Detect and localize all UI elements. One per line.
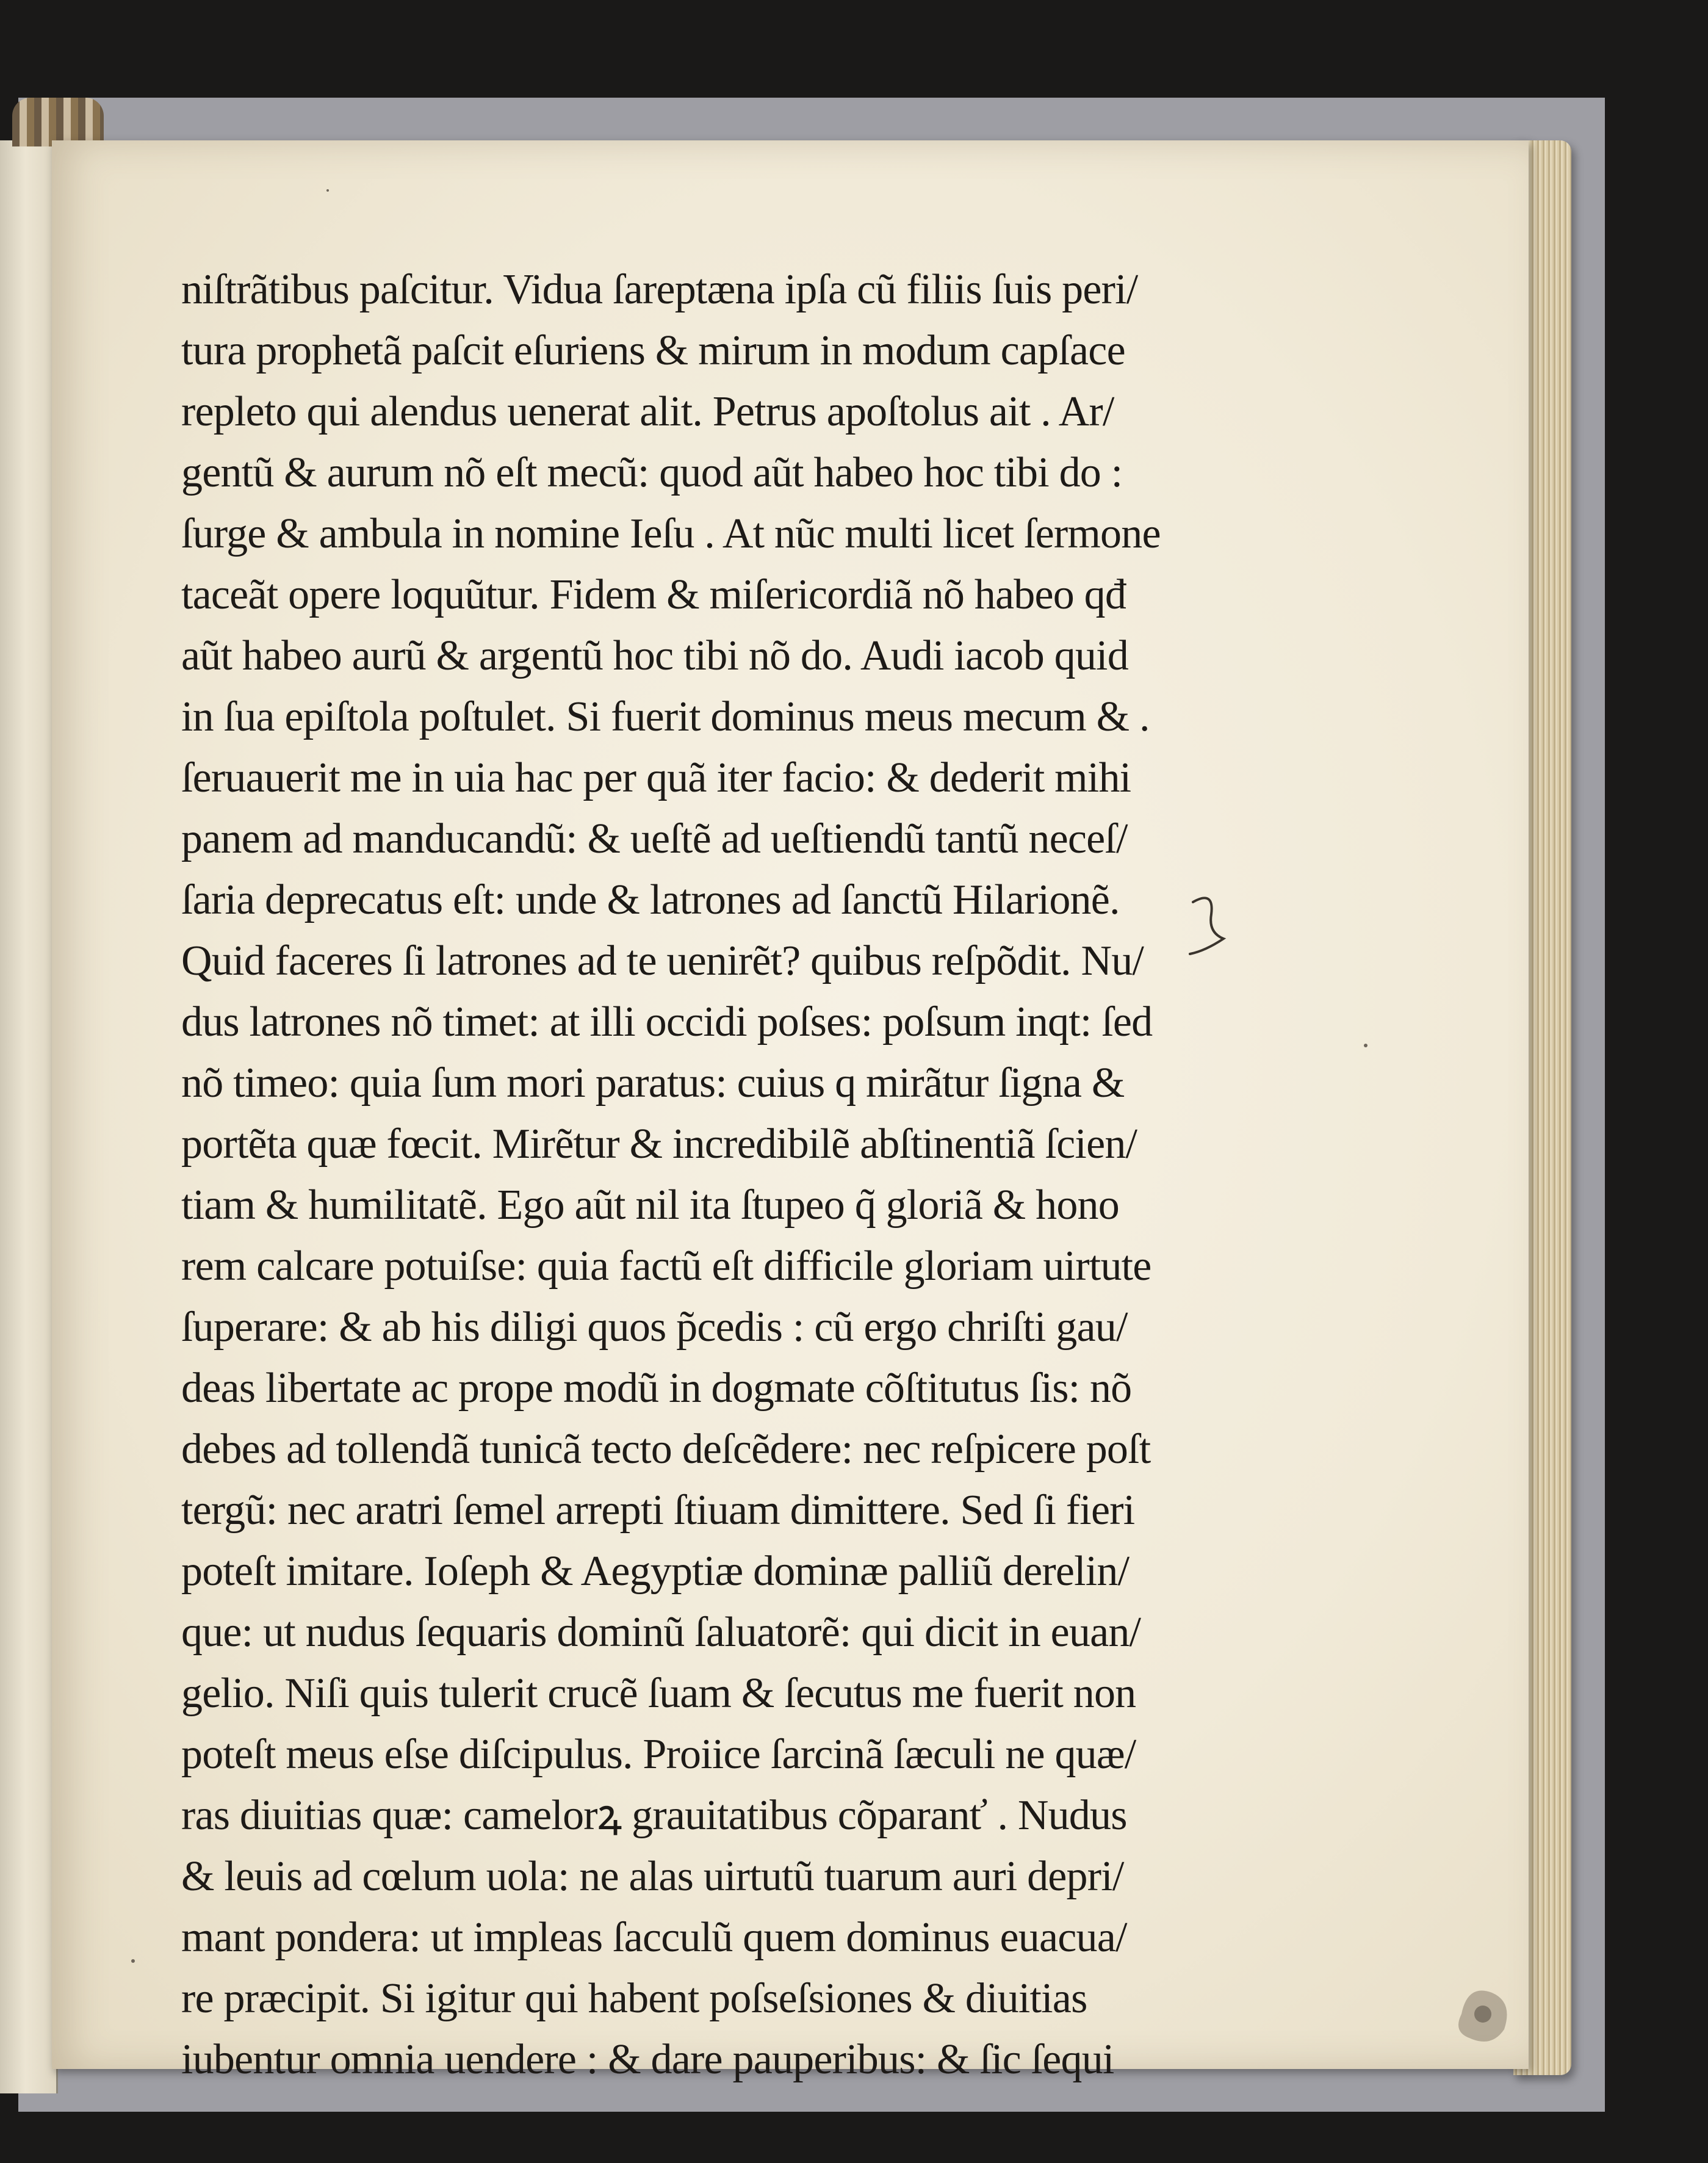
text-line: rem calcare potuiſse: quia factũ eſt difficile gloriam uirtute [181, 1243, 1151, 1290]
text-line: portẽta quæ fœcit. Mirẽtur & incredibilẽ abſtinentiã ſcien/ [181, 1121, 1137, 1168]
text-line: in ſua epiſtola poſtulet. Si fuerit dominus meus mecum & . [181, 693, 1150, 740]
marginal-pen-mark [1187, 890, 1230, 957]
text-line: iubentur omnia uendere : & dare pauperibus: & ſic ſequi [181, 2036, 1114, 2083]
text-line: gentũ & aurum nõ eſt mecũ: quod aũt habeo hoc tibi do : [181, 449, 1123, 496]
text-line: niſtrãtibus paſcitur. Vidua ſareptæna ipſa cũ filiis ſuis peri/ [181, 266, 1138, 313]
text-line: gelio. Niſi quis tulerit crucẽ ſuam & ſecutus me fuerit non [181, 1670, 1136, 1717]
text-line: dus latrones nõ timet: at illi occidi poſses: poſsum inqt: ſed [181, 998, 1153, 1045]
text-line: mant pondera: ut impleas ſacculũ quem dominus euacua/ [181, 1914, 1127, 1961]
spine-binding [12, 98, 104, 146]
text-line: poteſt meus eſse diſcipulus. Proiice ſarcinã ſæculi ne quæ/ [181, 1731, 1136, 1778]
paper-speck [326, 189, 329, 192]
text-line: aũt habeo aurũ & argentũ hoc tibi nõ do. Audi iacob quid [181, 632, 1128, 679]
ink-smudge [1449, 1977, 1516, 2051]
text-line: ſeruauerit me in uia hac per quã iter facio: & dederit mihi [181, 754, 1131, 801]
left-page-edge [0, 140, 58, 2093]
text-line: ſaria deprecatus eſt: unde & latrones ad ſanctũ Hilarionẽ. [181, 876, 1120, 923]
text-line: deas libertate ac prope modũ in dogmate cõſtitutus ſis: nõ [181, 1365, 1132, 1412]
text-line: poteſt imitare. Ioſeph & Aegyptiæ dominæ palliũ derelin/ [181, 1548, 1130, 1595]
text-line: re præcipit. Si igitur qui habent poſseſsiones & diuitias [181, 1975, 1087, 2022]
text-line: & leuis ad cœlum uola: ne alas uirtutũ tuarum auri depri/ [181, 1853, 1124, 1900]
text-line: tiam & humilitatẽ. Ego aũt nil ita ſtupeo q̃ gloriã & hono [181, 1182, 1119, 1229]
text-line: ras diuitias quæ: camelorꝝ grauitatibus cõparanť . Nudus [181, 1792, 1127, 1839]
text-line: debes ad tollendã tunicã tecto deſcẽdere: nec reſpicere poſt [181, 1426, 1151, 1473]
text-line: que: ut nudus ſequaris dominũ ſaluatorẽ: qui dicit in euan/ [181, 1609, 1141, 1656]
text-line: ſuperare: & ab his diligi quos p̃cedis : cũ ergo chriſti gau/ [181, 1304, 1128, 1351]
text-line: ſurge & ambula in nomine Ieſu . At nũc multi licet ſermone [181, 510, 1161, 557]
text-line: repleto qui alendus uenerat alit. Petrus apoſtolus ait . Ar/ [181, 388, 1114, 435]
text-line: Quid faceres ſi latrones ad te uenirẽt? quibus reſpõdit. Nu/ [181, 937, 1144, 984]
right-page [52, 140, 1529, 2083]
text-line: taceãt opere loquũtur. Fidem & miſericordiã nõ habeo qđ [181, 571, 1126, 618]
text-line: nõ timeo: quia ſum mori paratus: cuius q mirãtur ſigna & [181, 1060, 1125, 1107]
text-line: tura prophetã paſcit eſuriens & mirum in modum capſace [181, 327, 1125, 374]
paper-speck [131, 1959, 135, 1963]
text-block [181, 259, 1255, 2090]
text-line: panem ad manducandũ: & ueſtẽ ad ueſtiendũ tantũ neceſ/ [181, 815, 1128, 862]
paper-speck [1364, 1044, 1367, 1047]
text-line: tergũ: nec aratri ſemel arrepti ſtiuam dimittere. Sed ſi fieri [181, 1487, 1135, 1534]
